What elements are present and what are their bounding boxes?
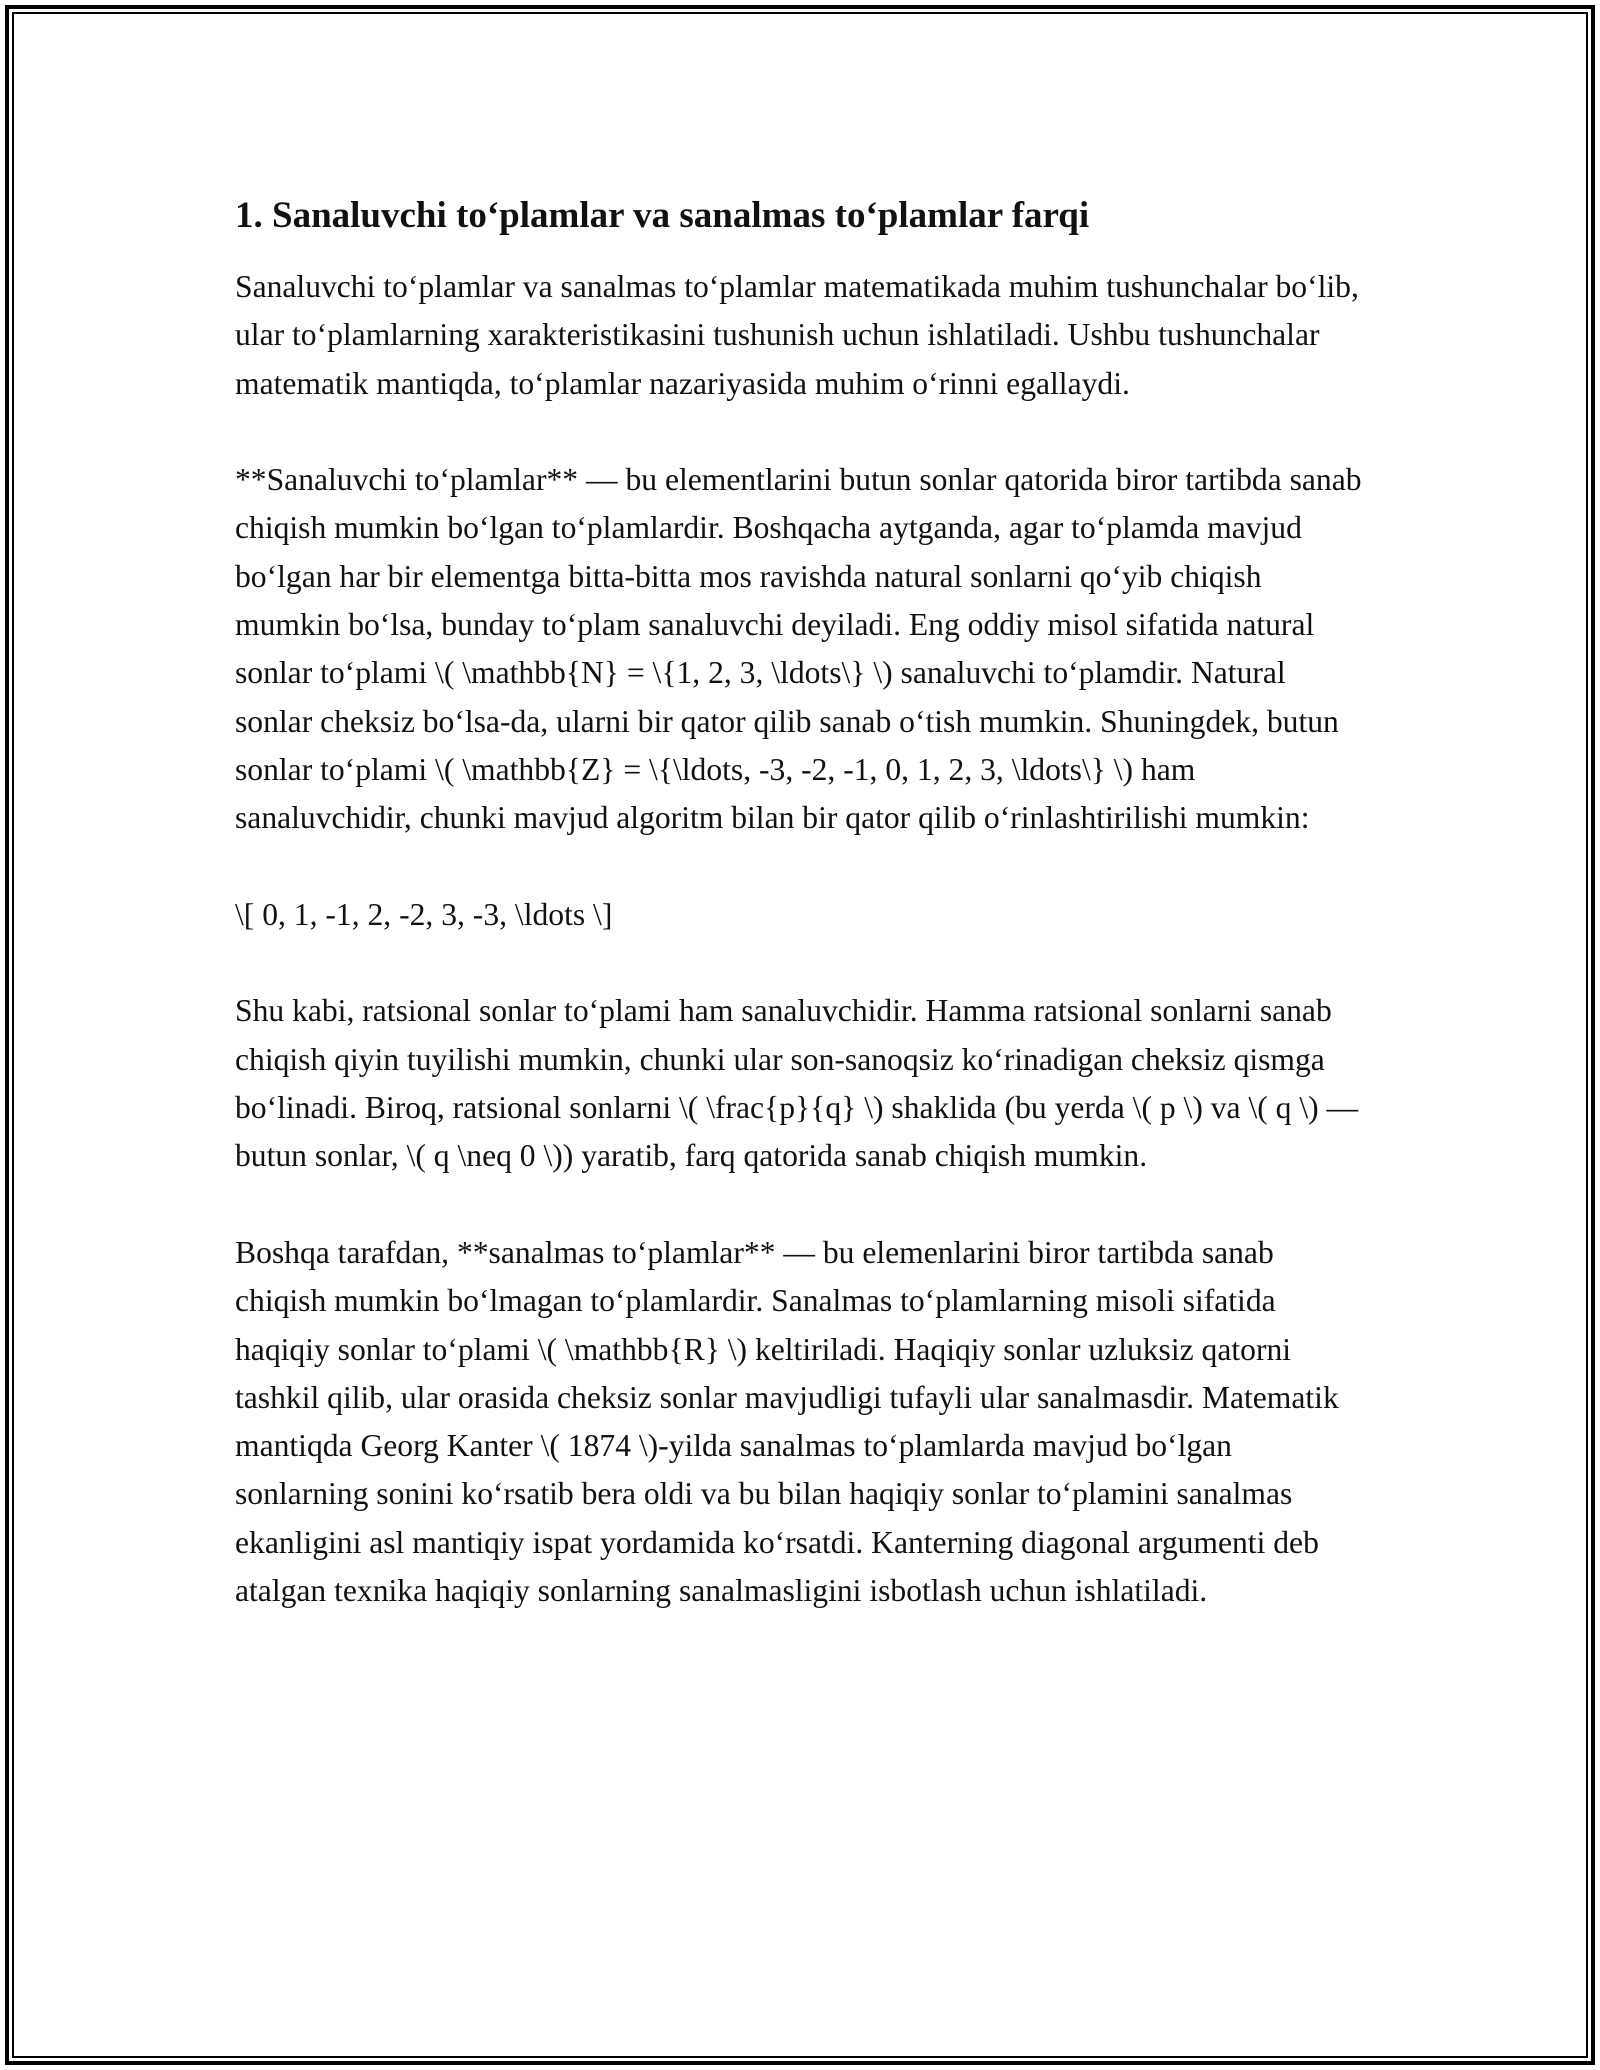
- paragraph-uncountable-sets: Boshqa tarafdan, **sanalmas to‘plamlar** — bu elemenlarini biror tartibda sanab chiqish mumkin bo‘lmagan to‘plamlardir. Sanalmas to‘plamlarning misoli sifatida haqiqiy sonlar to‘plami \( \mathbb{R} \) keltiriladi. Haqiqiy sonlar uzluksiz qatorni tashkil qilib, ular orasida cheksiz sonlar mavjudligi tufayli ular sanalmasdir. Matematik mantiqda Georg Kanter \( 1874 \)-yilda sanalmas to‘plamlarda mavjud bo‘lgan sonlarning sonini ko‘rsatib bera oldi va bu bilan haqiqiy sonlar to‘plamini sanalmas ekanligini asl mantiqiy ispat yordamida ko‘rsatdi. Kanterning diagonal argumenti deb atalgan texnika haqiqiy sonlarning sanalmasligini isbotlash uchun ishlatiladi.: [235, 1234, 1339, 1609]
- paragraph-integer-sequence: \[ 0, 1, -1, 2, -2, 3, -3, \ldots \]: [235, 896, 613, 932]
- paragraph-countable-sets: **Sanaluvchi to‘plamlar** — bu elementlarini butun sonlar qatorida biror tartibda sanab chiqish mumkin bo‘lgan to‘plamlardir. Boshqacha aytganda, agar to‘plamda mavjud bo‘lgan har bir elementga bitta-bitta mos ravishda natural sonlarni qo‘yib chiqish mumkin bo‘lsa, bunday to‘plam sanaluvchi deyiladi. Eng oddiy misol sifatida natural sonlar to‘plami \( \mathbb{N} = \{1, 2, 3, \ldots\} \) sanaluvchi to‘plamdir. Natural sonlar cheksiz bo‘lsa-da, ularni bir qator qilib sanab o‘tish mumkin. Shuningdek, butun sonlar to‘plami \( \mathbb{Z} = \{\ldots, -3, -2, -1, 0, 1, 2, 3, \ldots\} \) ham sanaluvchidir, chunki mavjud algoritm bilan bir qator qilib o‘rinlashtirilishi mumkin:: [235, 462, 1362, 836]
- paragraph-intro: Sanaluvchi to‘plamlar va sanalmas to‘plamlar matematikada muhim tushunchalar bo‘lib, ular to‘plamlarning xarakteristikasini tushunish uchun ishlatiladi. Ushbu tushunchalar matematik mantiqda, to‘plamlar nazariyasida muhim o‘rinni egallaydi.: [235, 269, 1359, 401]
- section-heading: 1. Sanaluvchi to‘plamlar va sanalmas to‘plamlar farqi: [235, 195, 1090, 236]
- paragraph-rational-numbers: Shu kabi, ratsional sonlar to‘plami ham sanaluvchidir. Hamma ratsional sonlarni sanab chiqish qiyin tuyilishi mumkin, chunki ular son-sanoqsiz ko‘rinadigan cheksiz qismga bo‘linadi. Biroq, ratsional sonlarni \( \frac{p}{q} \) shaklida (bu yerda \( p \) va \( q \) — butun sonlar, \( q \neq 0 \)) yaratib, farq qatorida sanab chiqish mumkin.: [235, 993, 1359, 1174]
- document-body: [235, 188, 1365, 1615]
